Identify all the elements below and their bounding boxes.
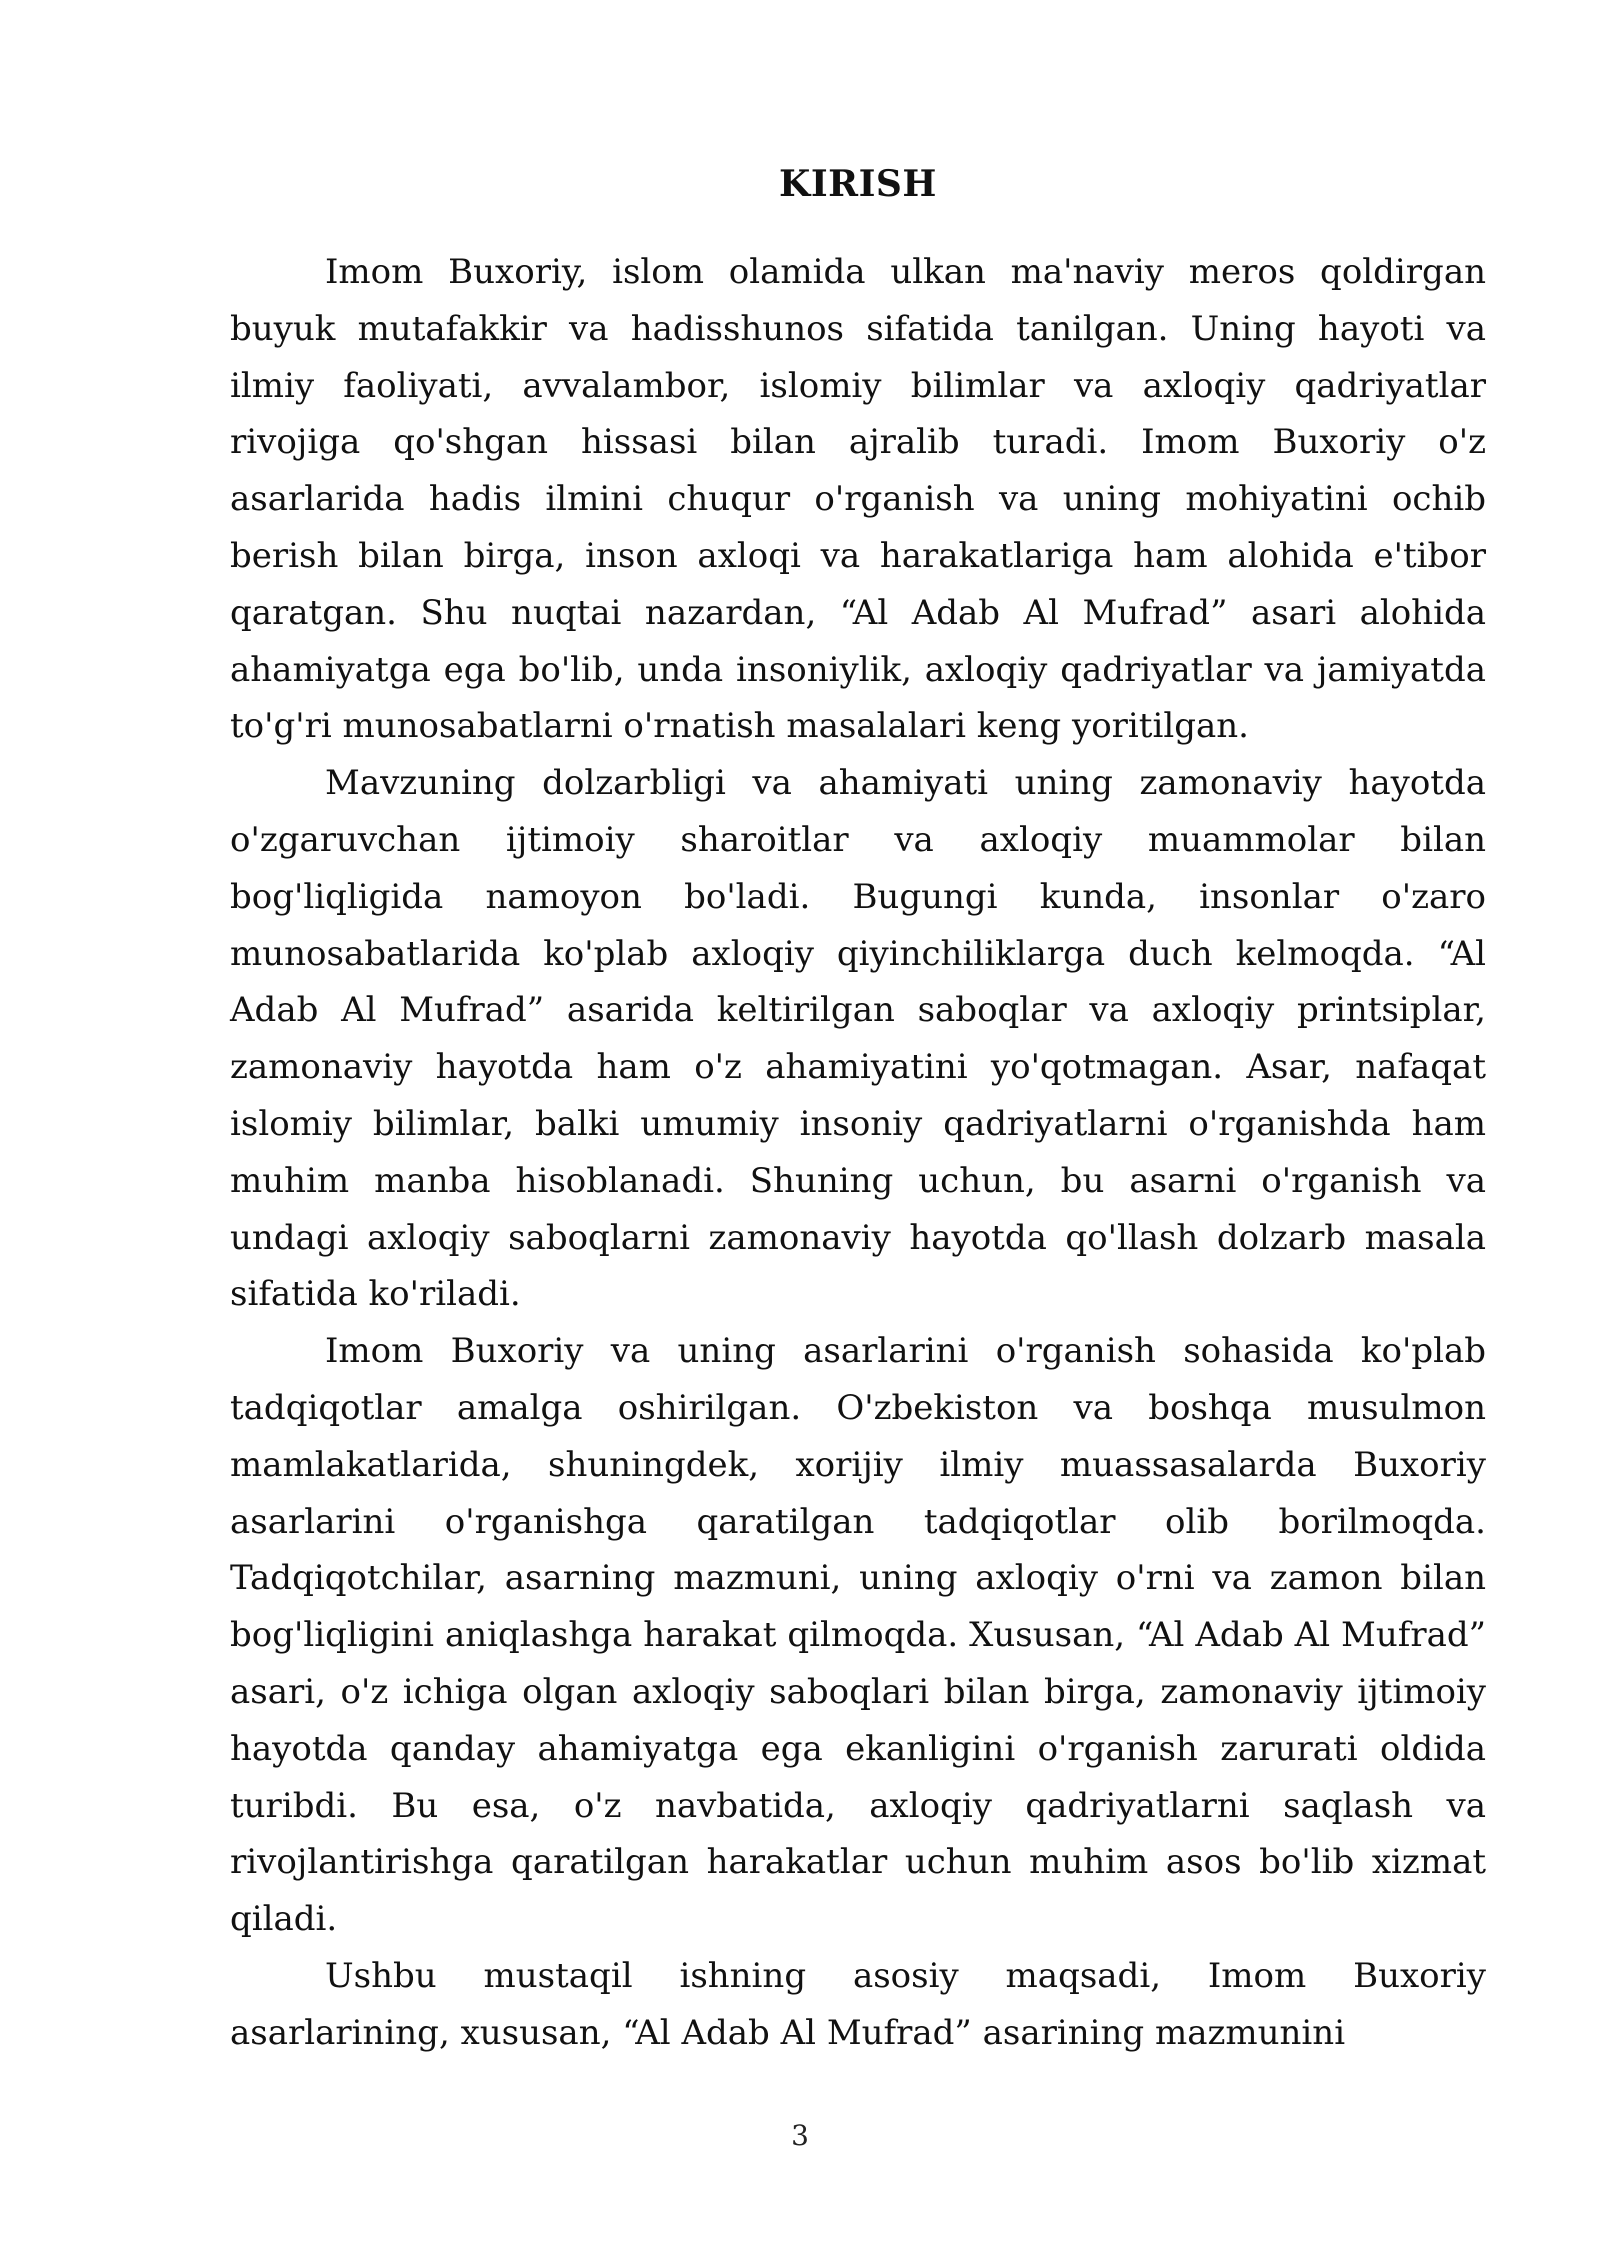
document-body (230, 244, 1486, 2062)
paragraph: Ushbu mustaqil ishning asosiy maqsadi, Imom Buxoriy asarlarining, xususan, “Al Adab Al Mufrad” asarining mazmunini (230, 1955, 1486, 2053)
page-number: 3 (791, 2119, 809, 2152)
paragraph: Mavzuning dolzarbligi va ahamiyati uning zamonaviy hayotda o'zgaruvchan ijtimoiy sharoitlar va axloqiy muammolar bilan bog'liqligida namoyon bo'ladi. Bugungi kunda, insonlar o'zaro munosabatlarida ko'plab axloqiy qiyinchiliklarga duch kelmoqda. “Al Adab Al Mufrad” asarida keltirilgan saboqlar va axloqiy printsiplar, zamonaviy hayotda ham o'z ahamiyatini yo'qotmagan. Asar, nafaqat islomiy bilimlar, balki umumiy insoniy qadriyatlarni o'rganishda ham muhim manba hisoblanadi. Shuning uchun, bu asarni o'rganish va undagi axloqiy saboqlarni zamonaviy hayotda qo'llash dolzarb masala sifatida ko'riladi. (230, 763, 1486, 1315)
paragraph: Imom Buxoriy va uning asarlarini o'rganish sohasida ko'plab tadqiqotlar amalga oshirilgan. O'zbekiston va boshqa musulmon mamlakatlarida, shuningdek, xorijiy ilmiy muassasalarda Buxoriy asarlarini o'rganishga qaratilgan tadqiqotlar olib borilmoqda. Tadqiqotchilar, asarning mazmuni, uning axloqiy o'rni va zamon bilan bog'liqligini aniqlashga harakat qilmoqda. Xususan, “Al Adab Al Mufrad” asari, o'z ichiga olgan axloqiy saboqlari bilan birga, zamonaviy ijtimoiy hayotda qanday ahamiyatga ega ekanligini o'rganish zarurati oldida turibdi. Bu esa, o'z navbatida, axloqiy qadriyatlarni saqlash va rivojlantirishga qaratilgan harakatlar uchun muhim asos bo'lib xizmat qiladi. (230, 1331, 1486, 1940)
page-title: KIRISH (779, 163, 937, 205)
paragraph: Imom Buxoriy, islom olamida ulkan ma'naviy meros qoldirgan buyuk mutafakkir va hadisshunos sifatida tanilgan. Uning hayoti va ilmiy faoliyati, avvalambor, islomiy bilimlar va axloqiy qadriyatlar rivojiga qo'shgan hissasi bilan ajralib turadi. Imom Buxoriy o'z asarlarida hadis ilmini chuqur o'rganish va uning mohiyatini ochib berish bilan birga, inson axloqi va harakatlariga ham alohida e'tibor qaratgan. Shu nuqtai nazardan, “Al Adab Al Mufrad” asari alohida ahamiyatga ega bo'lib, unda insoniylik, axloqiy qadriyatlar va jamiyatda to'g'ri munosabatlarni o'rnatish masalalari keng yoritilgan. (230, 252, 1486, 747)
